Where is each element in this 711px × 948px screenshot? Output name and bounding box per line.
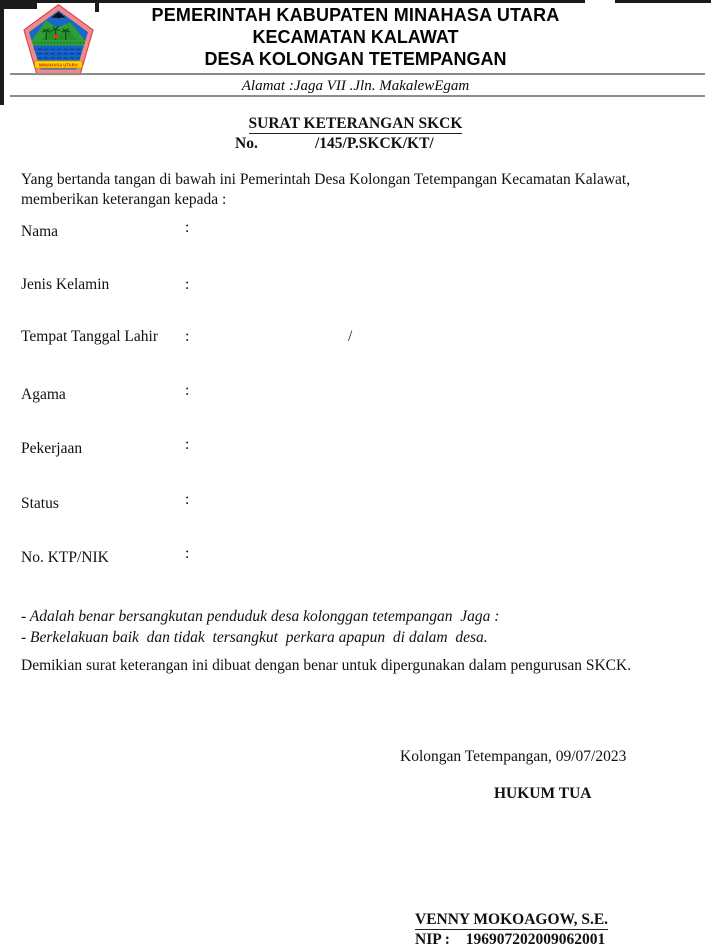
field-label: Agama	[21, 386, 66, 403]
intro-paragraph	[21, 170, 691, 210]
scan-edge-top-left	[0, 0, 585, 3]
document-title-text: SURAT KETERANGAN SKCK	[248, 115, 463, 132]
field-label: Jenis Kelamin	[21, 276, 110, 293]
field-colon: :	[185, 491, 190, 508]
letterhead-address: Alamat :Jaga VII .Jln. MakalewEgam	[241, 78, 470, 94]
nip-value: 196907202009062001	[465, 931, 606, 948]
signature-place-date: Kolongan Tetempangan, 09/07/2023	[400, 748, 627, 765]
field-label: Tempat Tanggal Lahir	[21, 328, 158, 345]
letterhead-line3: DESA KOLONGAN TETEMPANGAN	[204, 49, 507, 69]
number-label: No.	[235, 135, 258, 152]
nip-label: NIP :	[415, 931, 450, 948]
letterhead-line1: PEMERINTAH KABUPATEN MINAHASA UTARA	[151, 5, 560, 25]
svg-text:MINAHASA UTARA: MINAHASA UTARA	[38, 62, 79, 68]
intro-line2: memberikan keterangan kepada :	[21, 191, 227, 208]
document-title	[0, 115, 711, 133]
field-colon: :	[185, 436, 190, 453]
field-label: Pekerjaan	[21, 440, 83, 457]
signature-nip	[415, 931, 605, 948]
intro-line1: Yang bertanda tangan di bawah ini Pemerintah Desa Kolongan Tetempangan Kecamatan Kalawat,	[21, 171, 631, 188]
field-label: Nama	[21, 223, 59, 240]
signature-title: HUKUM TUA	[494, 785, 592, 802]
field-colon: :	[185, 219, 190, 236]
statement-line-1: - Adalah benar bersangkutan penduduk desa kolonggan tetempangan Jaga :	[21, 608, 500, 625]
letterhead-rule-bottom	[10, 95, 705, 97]
field-colon: :	[185, 276, 190, 293]
field-label: Status	[21, 495, 59, 512]
field-slash-separator: /	[348, 328, 353, 345]
statement-line-2: - Berkelakuan baik dan tidak tersangkut perkara apapun di dalam desa.	[21, 629, 488, 646]
field-colon: :	[185, 328, 190, 345]
field-label: No. KTP/NIK	[21, 549, 109, 566]
field-colon: :	[185, 545, 190, 562]
closing-paragraph: Demikian surat keterangan ini dibuat dengan benar untuk dipergunakan dalam pengurusan SKCK.	[21, 657, 632, 674]
letterhead-line2: KECAMATAN KALAWAT	[252, 27, 459, 47]
letterhead-rule-top	[10, 73, 705, 75]
field-colon: :	[185, 382, 190, 399]
signature-name: VENNY MOKOAGOW, S.E.	[415, 911, 609, 928]
number-value: /145/P.SKCK/KT/	[315, 135, 434, 152]
letterhead	[0, 4, 711, 70]
scan-edge-top-right	[615, 0, 711, 3]
